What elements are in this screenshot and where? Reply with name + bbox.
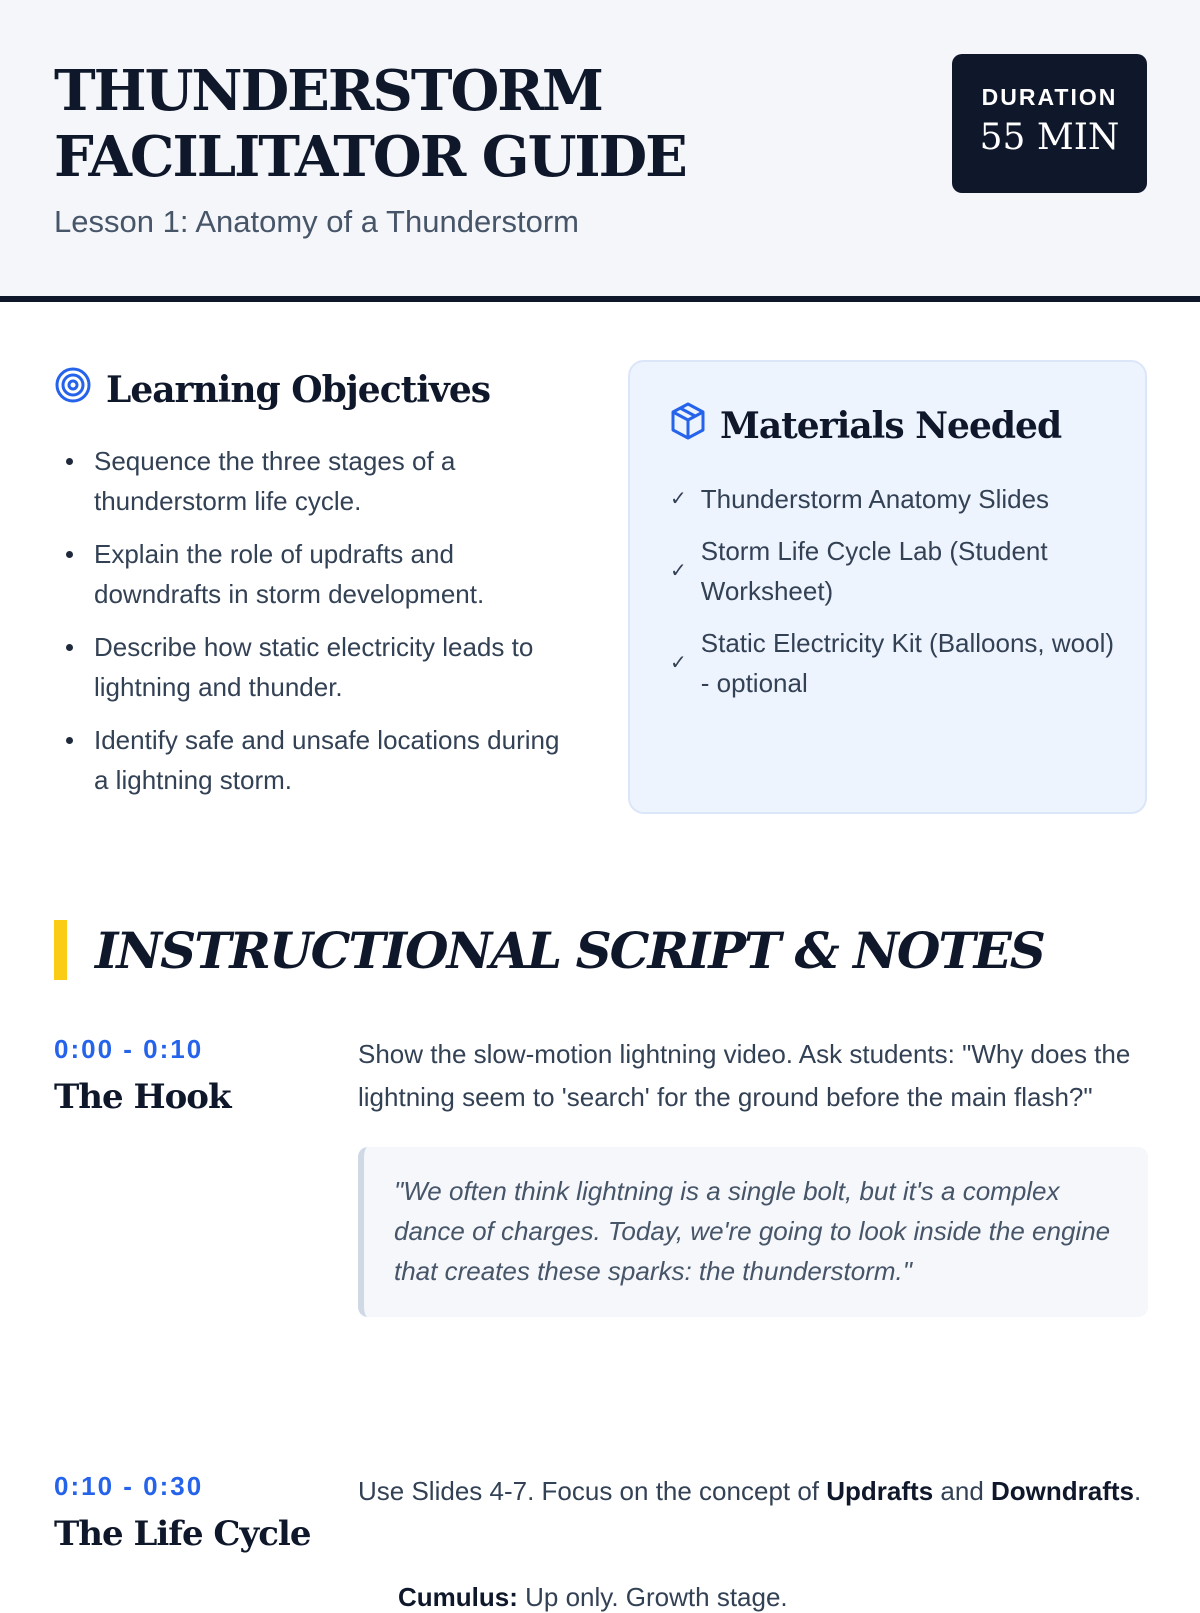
objective-text: Explain the role of updrafts and downdrafts in storm development. [94, 539, 485, 609]
step-text: . [1134, 1476, 1142, 1506]
step-name: The Hook [54, 1077, 231, 1117]
script-section-heading [54, 920, 1044, 980]
objective-text: Identify safe and unsafe locations during a lightning storm. [94, 725, 560, 795]
script-step-hook [54, 1034, 1148, 1286]
list-item [54, 441, 574, 521]
materials-card [628, 360, 1147, 814]
accent-bar [54, 920, 67, 980]
duration-value: 55 MIN [979, 117, 1120, 158]
page-header [0, 0, 1200, 302]
step-text: Show the slow-motion lightning video. Ask students: "Why does the lightning seem to 'search' for the ground before the main flash?" [358, 1039, 1131, 1112]
bullet-icon [66, 551, 73, 558]
duration-label: DURATION [981, 84, 1118, 110]
page-subtitle: Lesson 1: Anatomy of a Thunderstorm [54, 204, 580, 239]
target-icon [54, 366, 92, 413]
step-text: and [933, 1476, 991, 1506]
bullet-icon [66, 737, 73, 744]
step-name: The Life Cycle [54, 1514, 311, 1554]
script-quote: "We often think lightning is a single bolt, but it's a complex dance of charges. Today, we're going to look inside the engine that creates these sparks: the thunderstorm." [358, 1147, 1148, 1317]
objectives-heading-text: Learning Objectives [106, 368, 491, 411]
bullet-icon [66, 644, 73, 651]
script-heading-text: INSTRUCTIONAL SCRIPT & NOTES [95, 920, 1044, 980]
objectives-list [54, 441, 574, 800]
step-text: Use Slides 4-7. Focus on the concept of [358, 1476, 827, 1506]
step-time: 0:10 - 0:30 [54, 1471, 204, 1501]
bullet-icon [66, 458, 73, 465]
step-time: 0:00 - 0:10 [54, 1034, 204, 1064]
materials-heading [670, 402, 1145, 449]
script-step-life-cycle [54, 1471, 1148, 1554]
material-text: Storm Life Cycle Lab (Student Worksheet) [700, 536, 1048, 606]
list-item [670, 623, 1145, 703]
life-cycle-sub-item [398, 1582, 788, 1613]
step-keyword: Updrafts [826, 1476, 934, 1506]
sub-item-label: Cumulus: [398, 1582, 518, 1612]
package-icon [670, 402, 706, 449]
list-item [54, 720, 574, 800]
check-icon: ✓ [670, 652, 687, 674]
check-icon: ✓ [670, 560, 687, 582]
list-item [670, 531, 1145, 611]
duration-badge [952, 54, 1147, 193]
objectives-heading [54, 366, 574, 413]
list-item [54, 534, 574, 614]
objective-text: Describe how static electricity leads to lightning and thunder. [94, 632, 534, 702]
objective-text: Sequence the three stages of a thunderstorm life cycle. [94, 446, 456, 516]
step-keyword: Downdrafts [991, 1476, 1134, 1506]
check-icon: ✓ [670, 488, 687, 510]
list-item [54, 627, 574, 707]
materials-heading-text: Materials Needed [720, 404, 1062, 447]
materials-list [670, 479, 1145, 703]
page-title: THUNDERSTORM FACILITATOR GUIDE [54, 58, 686, 190]
list-item [670, 479, 1145, 519]
material-text: Thunderstorm Anatomy Slides [700, 484, 1050, 514]
step-body [358, 1470, 1148, 1513]
step-body [358, 1033, 1148, 1317]
learning-objectives-section [54, 366, 574, 813]
sub-item-text: Up only. Growth stage. [517, 1582, 788, 1612]
material-text: Static Electricity Kit (Balloons, wool) - optional [700, 628, 1115, 698]
